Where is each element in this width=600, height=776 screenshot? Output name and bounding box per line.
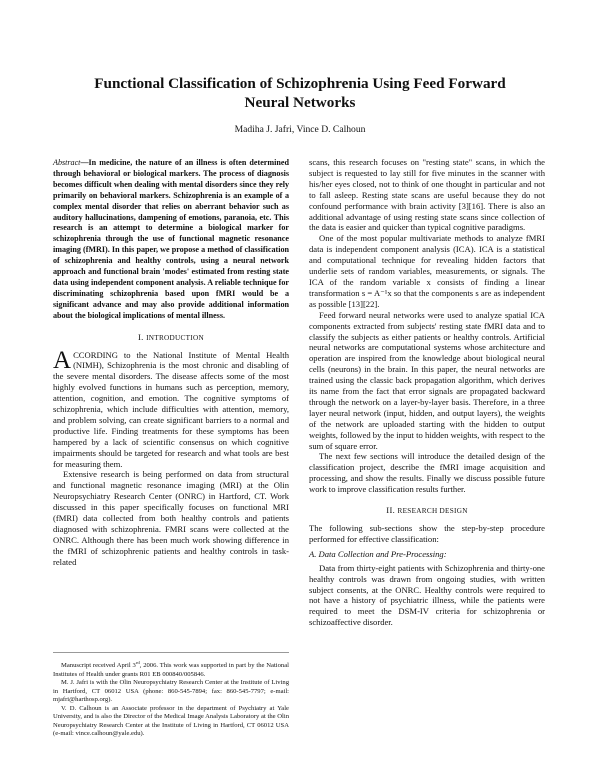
abstract	[53, 158, 289, 322]
title-line-1: Functional Classification of Schizophrenia Using Feed Forward	[94, 75, 506, 92]
abstract-body: —In medicine, the nature of an illness is often determined through behavioral or biological markers. The process of diagnosis becomes difficult when dealing with mental disorders since they rely primarily on behavioral markers. Schizophrenia is an example of a complex mental disorder that relies on aberrant behavior such as auditory hallucinations, dampening of emotions, paranoia, etc. This research is an attempt to determine a biological marker for schizophrenia through the use of functional magnetic resonance imaging (fMRI). In this paper, we propose a method of classification of schizophrenia and healthy controls, using a neural network approach and functional brain 'modes' estimated from resting state data using independent component analysis. A reliable technique for discriminating schizophrenia based upon fMRI would be a significant advance and may also provide additional information about the biological implications of mental illness.	[53, 158, 289, 320]
section-heading-introduction	[53, 332, 289, 344]
footnote-3: V. D. Calhoun is an Associate professor in the department of Psychiatry at Yale University, and is also the Director of the Medical Image Analysis Laboratory at the Olin Neuropsychiatry Research Center at the Institute of Living in Hartford, CT 06012 USA (e-mail: vince.calhoun@yale.edu).	[53, 704, 289, 738]
title-line-2: Neural Networks	[244, 94, 356, 111]
footnote-1-text: Manuscript received April 3	[61, 662, 136, 670]
authors: Madiha J. Jafri, Vince D. Calhoun	[234, 124, 366, 135]
section-number: I.	[138, 331, 144, 342]
intro-paragraph-1	[53, 346, 289, 470]
body-paragraph-4: The next few sections will introduce the detailed design of the classification project, describe the fMRI image acquisition and processing, and show the results. Finally we discuss possible future work to improve classification results further.	[309, 451, 545, 495]
section-number: II.	[386, 505, 396, 516]
footnote-1	[53, 659, 289, 679]
intro-paragraph-1-text: CCORDING to the National Institute of Mental Health (NIMH), Schizophrenia is the most chronic and disabling of the severe mental disorders. The disease affects some of the most highly evolved functions in humans such as perception, memory, attention, cognition, and emotion. The cognitive symptoms of schizophrenia, which include difficulties with attention, memory, and problem solving, can create significant barriers to a normal and productive life. Finding treatments for these symptoms has been hampered by a lack of scientific consensus on which cognitive impairments should be targeted for research and what tools are best for measuring them.	[53, 349, 289, 469]
section-heading-research-design	[309, 505, 545, 517]
footnote-1-rest: , 2006. This work was supported in part by the National Institutes of Health under grants R01 EB 000840/005846.	[53, 662, 289, 678]
intro-paragraph-2: Extensive research is being performed on data from structural and functional magnetic resonance imaging (MRI) at the Olin Neuropsychiatry Research Center (ONRC) in Hartford, CT. Work discussed in this paper specifically focuses on functional MRI (fMRI) data collected from both healthy controls and patients diagnosed with schizophrenia. FMRI scans were collected at the ONRC. Although there has been much work showing difference in the fMRI of schizophrenic patients and healthy controls in task-related	[53, 469, 289, 567]
drop-cap: A	[53, 346, 72, 374]
body-paragraph-1: scans, this research focuses on "resting state" scans, in which the subject is requested to lay still for five minutes in the scanner with his/her eyes closed, not to think of one thought in particular and not to fall asleep. Resting state scans are useful because they do not confound performance with brain activity [3][16]. There is also an additional advantage of using resting state scans since collection of the data is easier and quicker than typical cognitive paradigms.	[309, 157, 545, 233]
section-2-intro: The following sub-sections show the step-by-step procedure performed for effective classification:	[309, 523, 545, 544]
section-title: INTRODUCTION	[146, 333, 204, 342]
body-paragraph-2: One of the most popular multivariate methods to analyze fMRI data is independent component analysis (ICA). ICA is a statistical and computational technique for revealing hidden factors that underlie sets of random variables, measurements, or signals. The ICA of the random variable x consists of finding a linear transformation s = A⁻¹x so that the components s are as independent as possible [13][22].	[309, 233, 545, 309]
subsection-heading: A. Data Collection and Pre-Processing:	[309, 548, 447, 559]
footnote-2: M. J. Jafri is with the Olin Neuropsychiatry Research Center at the Institute of Living in Hartford, CT 06012 USA (phone: 860-545-7894; fax: 860-545-7797; e-mail: mjafri@harthosp.org).	[53, 679, 289, 704]
section-title: RESEARCH DESIGN	[397, 507, 468, 516]
body-paragraph-3: Feed forward neural networks were used to analyze spatial ICA components extracted from subjects' resting state fMRI data and to classify the subjects as either patients or healthy controls. Artificial neural networks are computational systems whose architecture and operation are inspired from the knowledge about biological neural cells (neurons) in the brain. In this paper, the neural networks are trained using the classic back propagation algorithm, which derives its name from the fact that error signals are propagated backward through the network on a layer-by-layer basis. Therefore, in a three layer neural network (input, hidden, and output layers), the weights of the network are uploaded starting with the hidden to output weights, followed by the input to hidden weights, with respect to the sum of square error.	[309, 309, 545, 451]
paper-title	[60, 74, 540, 112]
footnotes	[53, 652, 289, 739]
right-column	[309, 157, 545, 628]
footnote-1-superscript: rd	[135, 660, 140, 665]
left-column	[53, 158, 289, 568]
subsection-paragraph: Data from thirty-eight patients with Schizophrenia and thirty-one healthy controls was drawn from ongoing studies, with written subject consents, at the ONRC. Healthy controls were required to not have a history of psychiatric illness, while the patients were required to meet the DSM-IV criteria for schizophrenia or schizoaffective disorder.	[309, 562, 545, 628]
abstract-label: Abstract	[53, 158, 81, 167]
